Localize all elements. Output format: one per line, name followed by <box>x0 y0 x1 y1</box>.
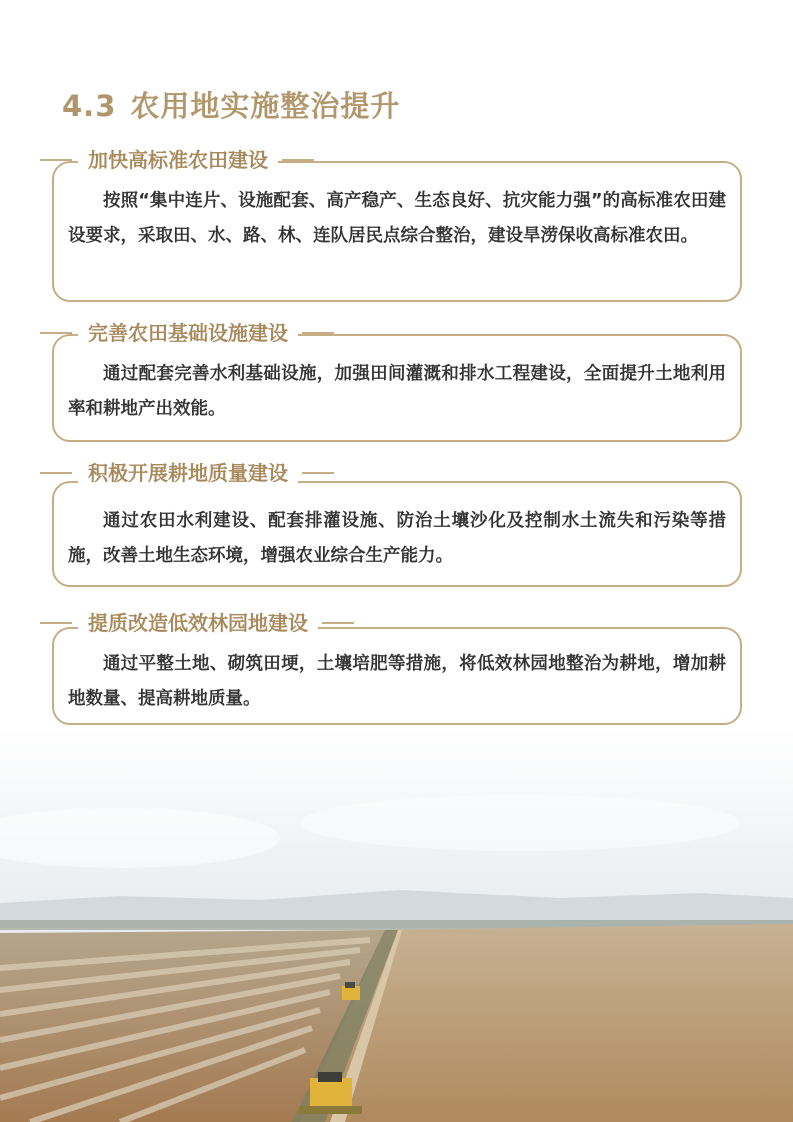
card-title: 完善农田基础设施建设 <box>78 318 298 348</box>
card-title: 提质改造低效林园地建设 <box>78 608 318 638</box>
card-farmland-infrastructure <box>52 334 742 442</box>
card-high-standard-farmland <box>52 161 742 302</box>
section-title: 农用地实施整治提升 <box>130 89 401 123</box>
section-heading <box>62 84 400 125</box>
card-title: 积极开展耕地质量建设 <box>78 458 298 488</box>
section-number: 4.3 <box>62 89 117 123</box>
card-body: 通过配套完善水利基础设施，加强田间灌溉和排水工程建设，全面提升土地利用率和耕地产出效能。 <box>68 364 726 419</box>
farmland-harvest-photo <box>0 728 793 1122</box>
card-body: 通过平整土地、砌筑田埂，土壤培肥等措施，将低效林园地整治为耕地，增加耕地数量、提高耕地质量。 <box>68 654 726 709</box>
card-low-efficiency-forest <box>52 627 742 725</box>
card-title: 加快高标准农田建设 <box>78 145 278 175</box>
card-farmland-quality <box>52 481 742 587</box>
card-body: 通过农田水利建设、配套排灌设施、防治土壤沙化及控制水土流失和污染等措施，改善土地生态环境，增强农业综合生产能力。 <box>68 511 726 566</box>
card-body: 按照“集中连片、设施配套、高产稳产、生态良好、抗灾能力强”的高标准农田建设要求，采取田、水、路、林、连队居民点综合整治，建设旱涝保收高标准农田。 <box>68 191 726 246</box>
